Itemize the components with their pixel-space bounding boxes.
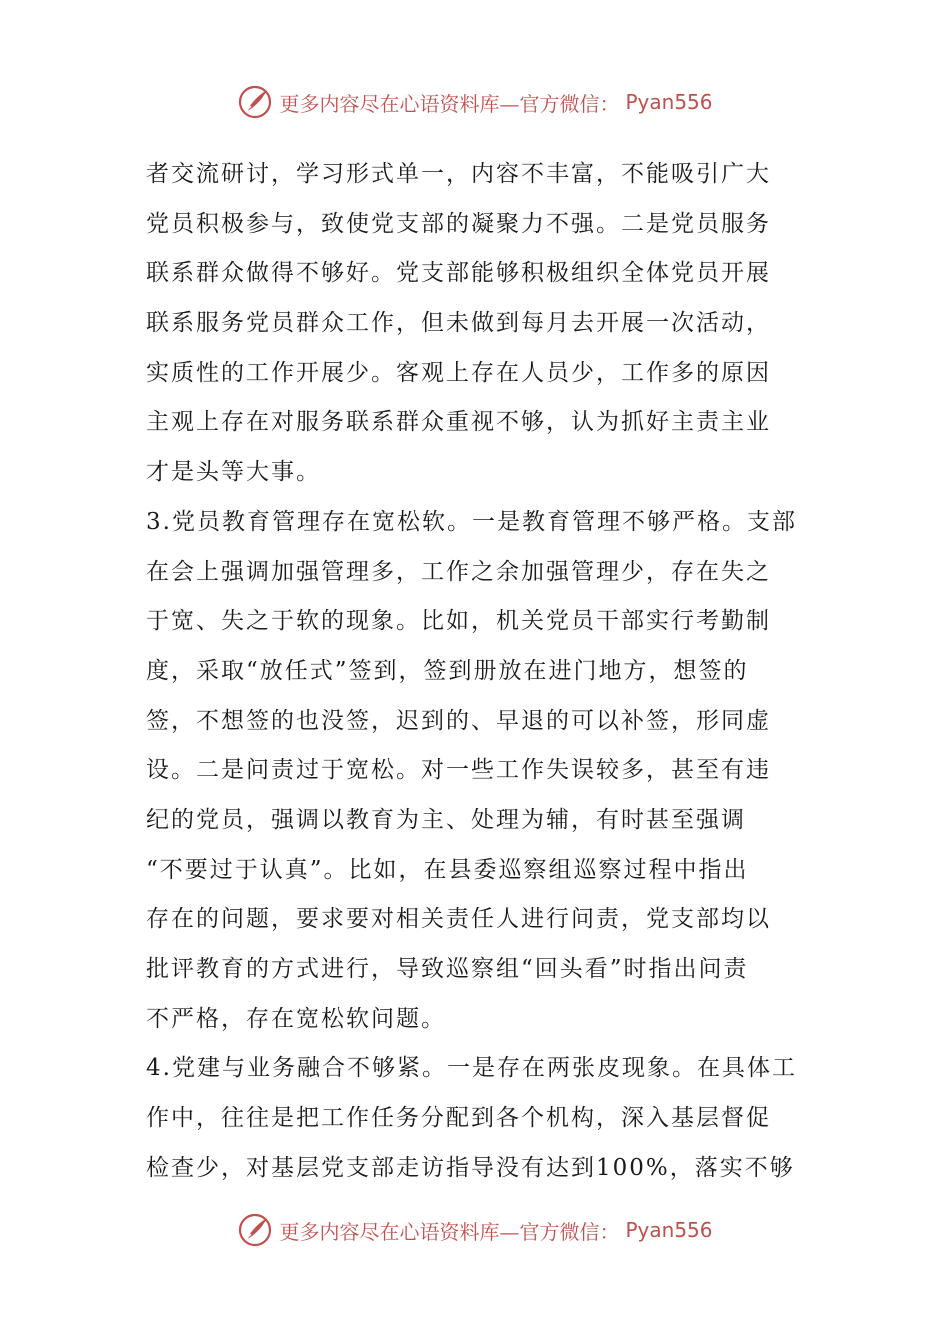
body-line: 批评教育的方式进行，导致巡察组“回头看”时指出问责 (146, 956, 749, 982)
watermark-text: 更多内容尽在心语资料库—官方微信： (279, 1219, 620, 1244)
body-line: 主观上存在对服务联系群众重视不够，认为抓好主责主业 (146, 409, 771, 436)
body-line: 联系服务党员群众工作，但未做到每月去开展一次活动， (146, 310, 771, 337)
body-line: 实质性的工作开展少。客观上存在人员少，工作多的原因 (146, 359, 771, 386)
quill-logo-icon (237, 84, 273, 120)
body-line: 者交流研讨，学习形式单一，内容不丰富，不能吸引广大 (146, 161, 771, 187)
body-line: 签，不想签的也没签，迟到的、早退的可以补签，形同虚 (146, 707, 771, 734)
section-4-heading-line: 4.党建与业务融合不够紧。一是存在两张皮现象。在具体工 (146, 1055, 797, 1082)
body-line: 联系群众做得不够好。党支部能够积极组织全体党员开展 (146, 260, 771, 287)
body-line: 检查少，对基层党支部走访指导没有达到100%，落实不够 (146, 1154, 795, 1181)
footer-watermark (0, 1210, 950, 1250)
document-body (146, 150, 812, 1193)
body-line: 在会上强调加强管理多，工作之余加强管理少，存在失之 (146, 558, 771, 585)
body-line: 才是头等大事。 (146, 459, 321, 486)
body-line: 党员积极参与，致使党支部的凝聚力不强。二是党员服务 (146, 210, 771, 237)
body-line: 设。二是问责过于宽松。对一些工作失误较多，甚至有违 (146, 757, 771, 784)
body-line: “不要过于认真”。比如，在县委巡察组巡察过程中指出 (146, 856, 749, 883)
body-line: 作中，往往是把工作任务分配到各个机构，深入基层督促 (146, 1105, 771, 1132)
watermark-wechat-id: Pyan556 (625, 1218, 713, 1242)
header-watermark (0, 82, 950, 122)
body-line: 纪的党员，强调以教育为主、处理为辅，有时甚至强调 (146, 806, 746, 833)
quill-logo-icon (237, 1212, 273, 1248)
body-line: 于宽、失之于软的现象。比如，机关党员干部实行考勤制 (146, 608, 771, 635)
watermark-wechat-id: Pyan556 (625, 90, 713, 114)
body-line: 存在的问题，要求要对相关责任人进行问责，党支部均以 (146, 906, 771, 933)
body-line: 度，采取“放任式”签到，签到册放在进门地方，想签的 (146, 657, 749, 684)
body-line: 不严格，存在宽松软问题。 (146, 1005, 446, 1032)
section-3-heading-line: 3.党员教育管理存在宽松软。一是教育管理不够严格。支部 (146, 508, 797, 535)
watermark-text: 更多内容尽在心语资料库—官方微信： (279, 91, 620, 116)
